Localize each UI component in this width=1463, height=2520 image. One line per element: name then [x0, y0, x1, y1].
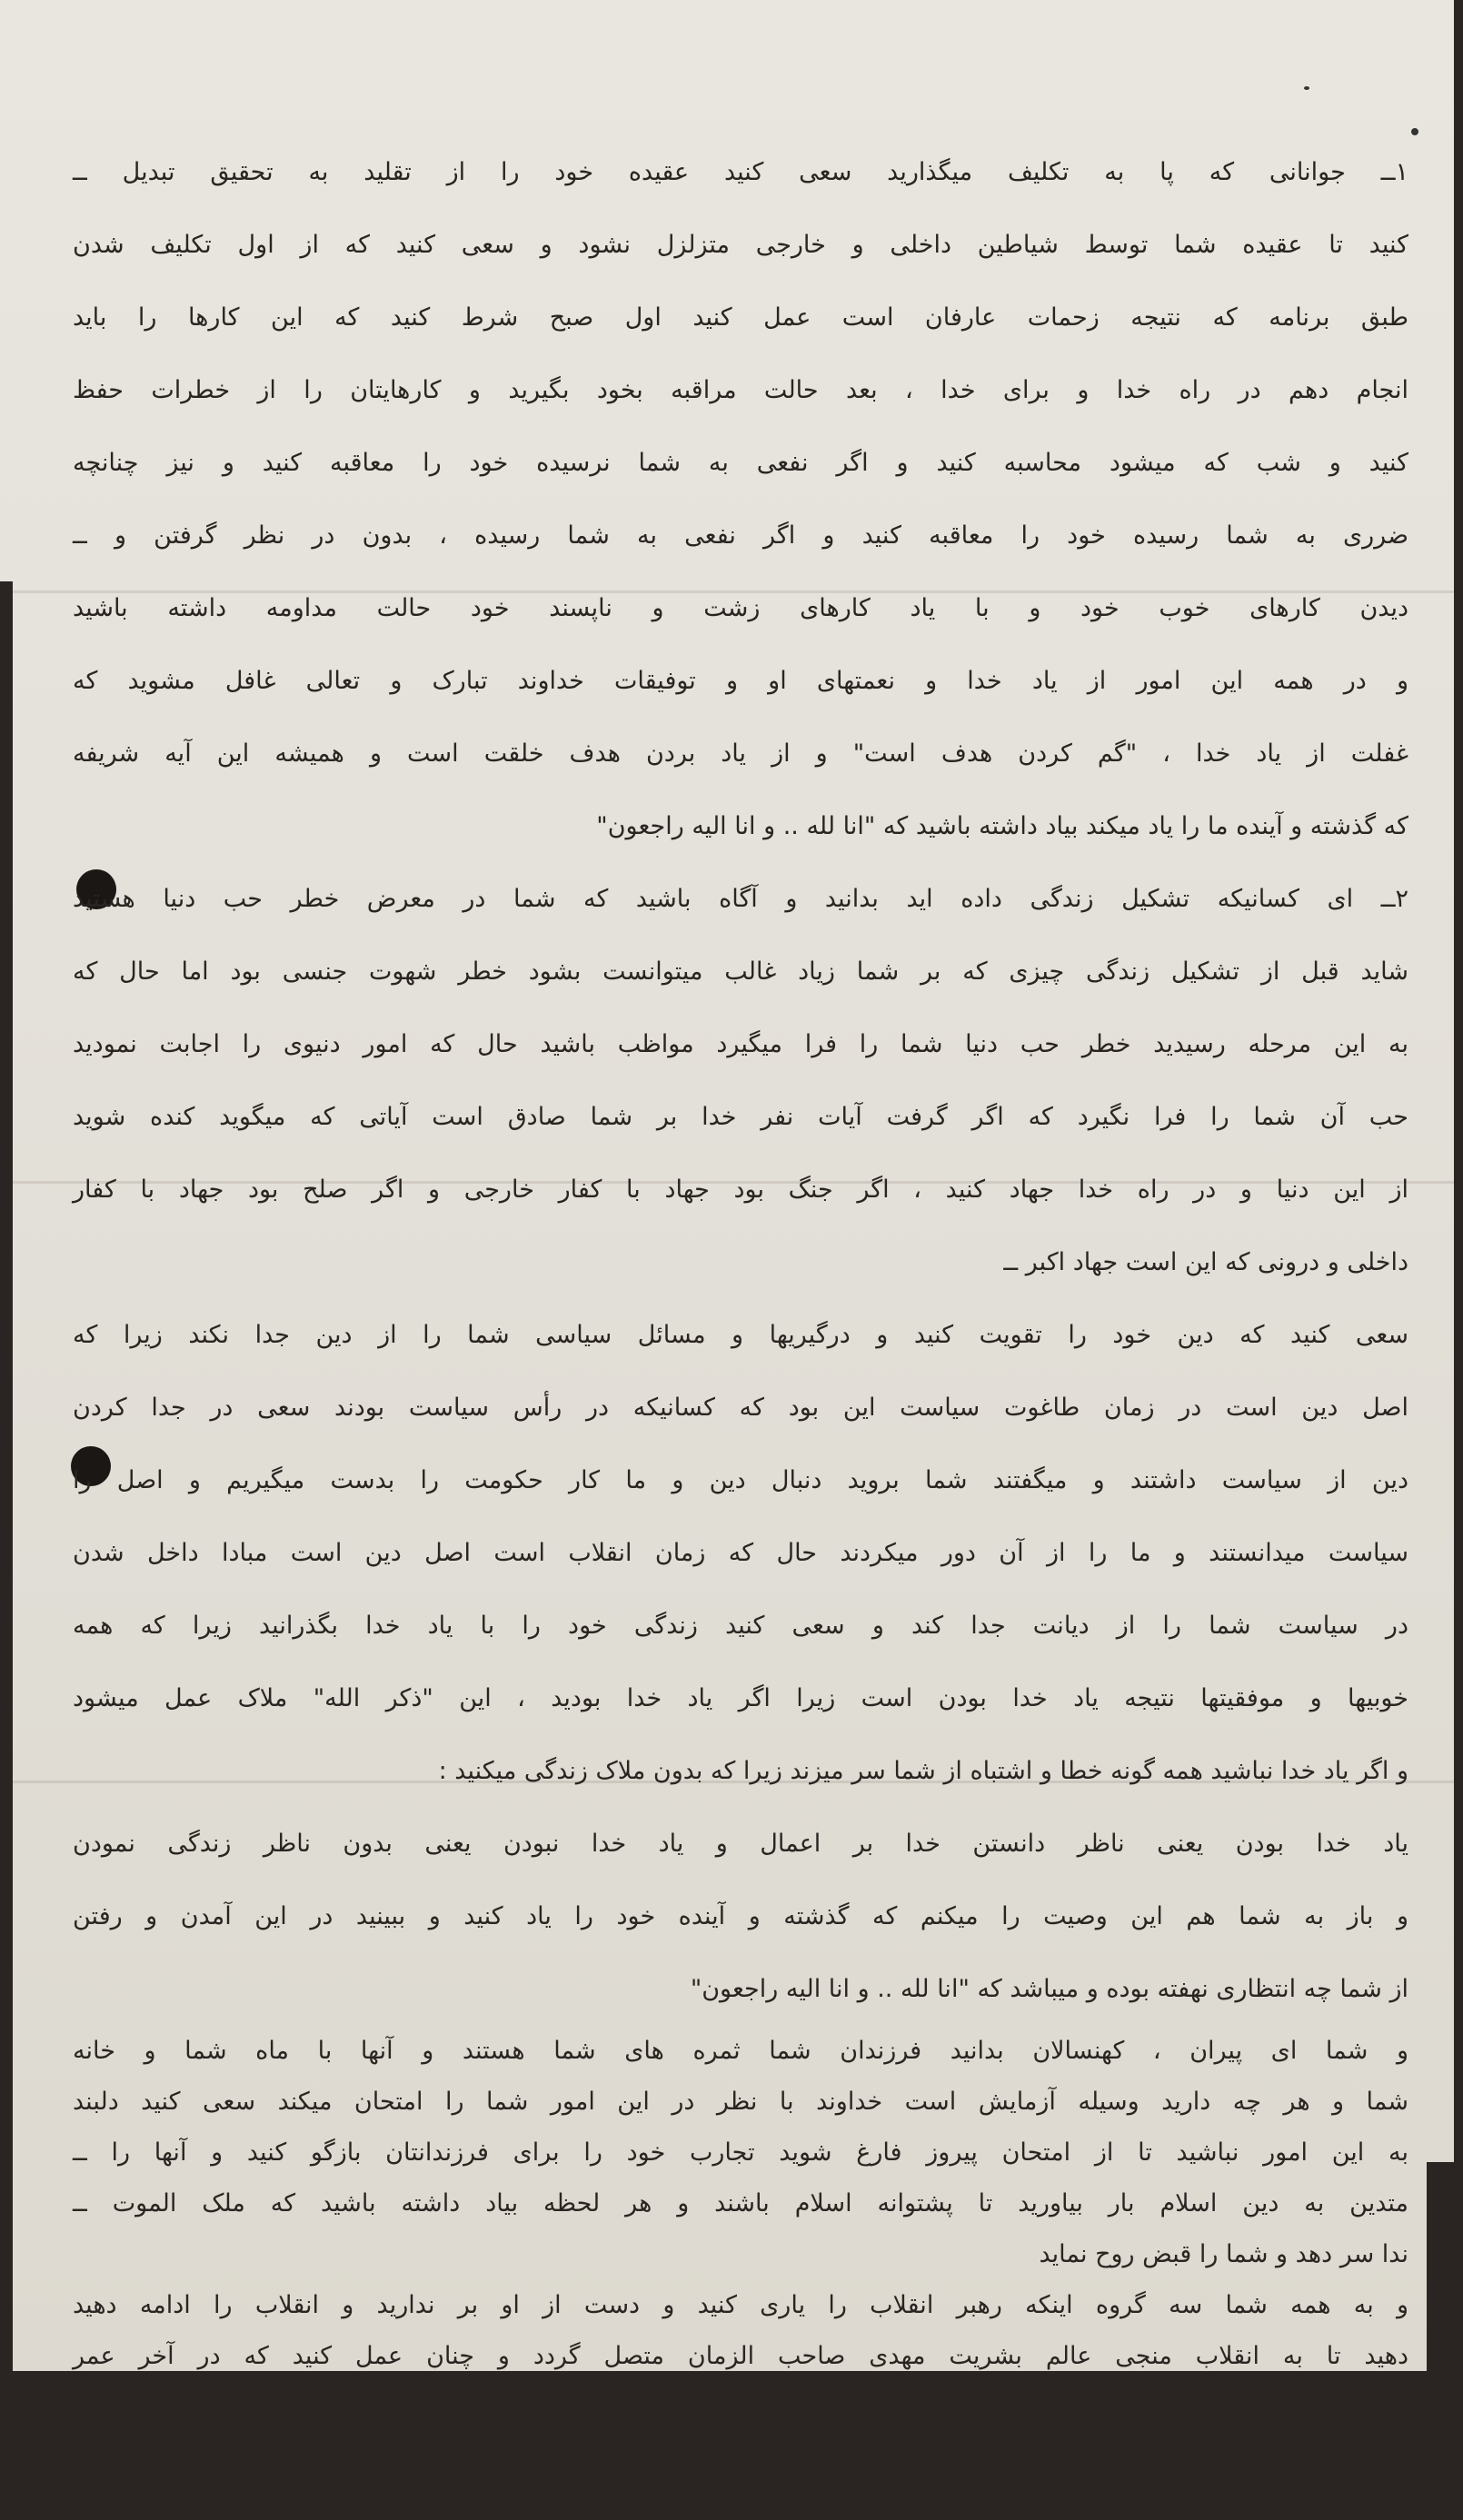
text-line: ضرری به شما رسیده خود را معاقبه کنید و اگر نفعی به شما رسیده ، بدون در نظر گرفتن و ــ	[73, 521, 1408, 550]
text-line: شاید قبل از تشکیل زندگی چیزی که بر شما زیاد غالب میتوانست بشود خطر شهوت جنسی بود اما حال که	[73, 957, 1408, 986]
text-line: کنید و شب که میشود محاسبه کنید و اگر نفعی به شما نرسیده خود را معاقبه کنید و نیز چنانچه	[73, 449, 1408, 477]
letter-text	[73, 136, 1408, 2520]
text-line: مصداق این آیه شریفه باشید ارجعی الی ربک راضیه مرضیه فادخلی فی عبادی وادخلی جنتی	[73, 2393, 1408, 2421]
text-line: و به همه شما سه گروه اینکه رهبر انقلاب را یاری کنید و دست از او بر ندارید و انقلاب را ادامه دهید	[73, 2291, 1408, 2319]
text-line: که گذشته و آینده ما را یاد میکند بیاد داشته باشید که "انا لله .. و انا الیه راجعون"	[596, 812, 1408, 840]
text-line: حب آن شما را فرا نگیرد که اگر گرفت آیات نفر خدا بر شما صادق است آیاتی که میگوید کنده شوید	[73, 1103, 1408, 1131]
text-line: و شما ای پیران ، کهنسالان بدانید فرزندان شما ثمره های شما هستند و آنها با ماه شما و خانه	[73, 2037, 1408, 2065]
date-line	[73, 2484, 1408, 2520]
text-line: دهید تا به انقلاب منجی عالم بشریت مهدی صاحب الزمان متصل گردد و چنان عمل کنید که در آخر عمر	[73, 2342, 1408, 2370]
text-line: سعی کنید که دین خود را تقویت کنید و درگیریها و مسائل سیاسی شما را از دین جدا نکند زیرا که	[73, 1321, 1408, 1349]
text-line: متدین به دین اسلام بار بیاورید تا پشتوانه اسلام باشند و هر لحظه بیاد داشته باشید که ملک الموت ــ	[73, 2189, 1408, 2217]
text-line: انجام دهم در راه خدا و برای خدا ، بعد حالت مراقبه بخود بگیرید و کارهایتان را از خطرات حفظ	[73, 376, 1408, 404]
text-line: طبق برنامه که نتیجه زحمات عارفان است عمل کنید اول صبح شرط کنید که این کارها را باید	[73, 303, 1408, 332]
text-line: در سیاست شما را از دیانت جدا کند و سعی کنید زندگی خود را با یاد خدا بگذرانید زیرا که همه	[73, 1612, 1408, 1640]
text-line: غفلت از یاد خدا ، "گم کردن هدف است" و از یاد بردن هدف خلقت است و همیشه این آیه شریفه	[73, 739, 1408, 768]
text-line: و باز به شما هم این وصیت را میکنم که گذشته و آینده خود را یاد کنید و ببینید در این آمدن و رفتن	[73, 1902, 1408, 1930]
text-line: به این امور نباشید تا از امتحان پیروز فارغ شوید تجارب خود را برای فرزندانتان بازگو کنید و آنها را ــ	[73, 2138, 1408, 2167]
text-line: کنید تا عقیده شما توسط شیاطین داخلی و خارجی متزلزل نشود و سعی کنید که از اول تکلیف شدن	[73, 231, 1408, 259]
text-line: از این دنیا و در راه خدا جهاد کنید ، اگر جنگ بود جهاد با کفار خارجی و اگر صلح بود جهاد با کفار	[73, 1176, 1408, 1204]
text-line: خوبیها و موفقیتها نتیجه یاد خدا بودن است زیرا اگر یاد خدا بودید ، این "ذکر الله" ملاک عمل میشود	[73, 1684, 1408, 1712]
text-line: و همه بدانند که "انا لله .. و انا الیه راجعون" والسلام عبد ذلیل جمال اصفهانیان غفرالله ذنوبه	[477, 2444, 1408, 2472]
text-line: ۱ــ جوانانی که پا به تکلیف میگذارید سعی کنید عقیده خود را از تقلید به تحقیق تبدیل ــ	[73, 158, 1408, 186]
paragraph-6	[73, 2280, 1408, 2484]
text-line: شما و هر چه دارید وسیله آزمایش است خداوند با نظر در این امور شما را امتحان میکند سعی کنید دلبند	[73, 2088, 1408, 2116]
text-line: ندا سر دهد و شما را قبض روح نماید	[1039, 2240, 1408, 2268]
text-line: داخلی و درونی که این است جهاد اکبر ــ	[1003, 1248, 1408, 1276]
paragraph-1	[73, 136, 1408, 863]
left-edge-shadow	[0, 581, 13, 2371]
paragraph-4	[73, 1808, 1408, 2026]
ink-speck	[1411, 128, 1418, 135]
text-line: و اگر یاد خدا نباشید همه گونه خطا و اشتباه از شما سر میزند زیرا که بدون ملاک زندگی میکنید :	[438, 1757, 1408, 1785]
signature-date: ۶۲/۶/۱۵	[1326, 2487, 1408, 2515]
text-line: به این مرحله رسیدید خطر حب دنیا شما را فرا میگیرد مواظب باشید حال که امور دنیوی را اجابت نمودید	[73, 1030, 1408, 1058]
paragraph-3	[73, 1299, 1408, 1808]
text-line: یاد خدا بودن یعنی ناظر دانستن خدا بر اعمال و یاد خدا نبودن یعنی بدون ناظر زندگی نمودن	[73, 1830, 1408, 1858]
right-edge-shadow	[1427, 2162, 1454, 2371]
text-line: دیدن کارهای خوب خود و با یاد کارهای زشت و ناپسند خود حالت مداومه داشته باشید	[73, 594, 1408, 622]
text-line: و در همه این امور از یاد خدا و نعمتهای او و توفیقات خداوند تبارک و تعالی غافل مشوید که	[73, 667, 1408, 695]
text-line: دین از سیاست داشتند و میگفتند شما بروید دنبال دین و ما کار حکومت را بدست میگیریم و اصل را	[73, 1466, 1408, 1494]
text-line: ۲ــ ای کسانیکه تشکیل زندگی داده اید بدانید و آگاه باشید که شما در معرض خطر حب دنیا هستید	[73, 885, 1408, 913]
paragraph-5	[73, 2026, 1408, 2280]
paragraph-2	[73, 863, 1408, 1299]
ink-speck	[1304, 86, 1309, 90]
text-line: اصل دین است در زمان طاغوت سیاست این بود که کسانیکه در رأس سیاست بودند سعی در جدا کردن	[73, 1394, 1408, 1422]
text-line: سیاست میدانستند و ما را از آن دور میکردند حال که زمان انقلاب است اصل دین است مبادا داخل شدن	[73, 1539, 1408, 1567]
text-line: از شما چه انتظاری نهفته بوده و میباشد که "انا لله .. و انا الیه راجعون"	[690, 1975, 1408, 2003]
